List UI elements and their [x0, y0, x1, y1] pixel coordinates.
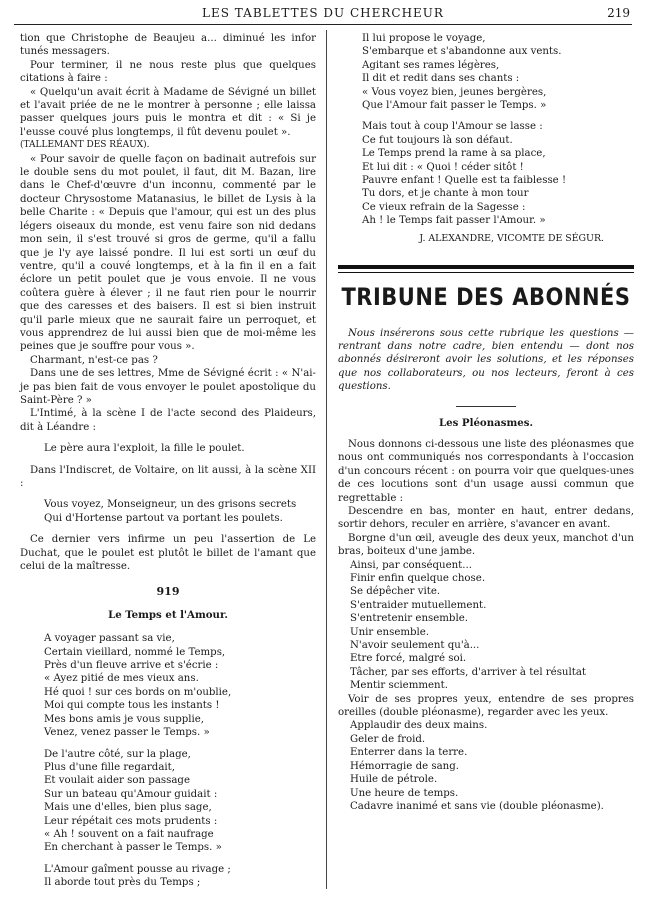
- list-item: Etre forcé, malgré soi.: [350, 653, 467, 665]
- list-item: Enterrer dans la terre.: [350, 747, 468, 759]
- spacer: [20, 490, 316, 498]
- subsection-title: Les Pléonasmes.: [438, 416, 534, 429]
- verse-line: Le Temps prend la rame à sa place,: [362, 148, 546, 160]
- list-item: Mentir sciemment.: [350, 680, 448, 692]
- list-item: Une heure de temps.: [350, 787, 459, 799]
- list-item: S'entraider mutuellement.: [350, 599, 487, 611]
- spacer: [20, 855, 316, 863]
- verse-line: Moi qui compte tous les instants !: [44, 700, 220, 712]
- paragraph: Nous donnons ci-dessous une liste des pléonasmes que nous ont communiqués nos correspondants à l'occasion d'un concours récent : on pourra voir que quelques-unes de ces locutions sont d'un usage aussi commun que regrettable :: [338, 438, 634, 504]
- poem-stanza: [20, 632, 316, 739]
- list-item: Cadavre inanimé et sans vie (double pléonasme).: [350, 800, 604, 812]
- pleonasm-list: [338, 719, 634, 813]
- paragraph: Descendre en bas, monter en haut, entrer dedans, sortir dehors, reculer en arrière, s'avancer en avant.: [338, 505, 634, 531]
- spacer: [20, 525, 316, 533]
- verse-line: Hé quoi ! sur ces bords on m'oublie,: [44, 686, 232, 698]
- list-item: Tâcher, par ses efforts, d'arriver à tel résultat: [350, 666, 587, 678]
- paragraph: Pour terminer, il ne nous reste plus que quelques citations à faire :: [20, 59, 316, 85]
- list-item: Applaudir des deux mains.: [350, 720, 488, 732]
- verse-line: Tu dors, et je chante à mon tour: [362, 188, 529, 200]
- verse-line: Que l'Amour fait passer le Temps. »: [362, 100, 547, 112]
- poem-signature: J. ALEXANDRE, VICOMTE DE SÉGUR.: [419, 232, 604, 244]
- verse-line: Mais une d'elles, bien plus sage,: [44, 802, 212, 814]
- section-rule-thin: [338, 272, 634, 273]
- poem-stanza: [338, 32, 634, 112]
- poem-stanza: [20, 863, 316, 890]
- poem-stanza: [20, 748, 316, 855]
- poem-stanza: [338, 120, 634, 227]
- right-column: [338, 32, 634, 813]
- verse-line: En cherchant à passer le Temps. »: [44, 842, 222, 854]
- list-item: Finir enfin quelque chose.: [350, 573, 486, 584]
- verse-line: Ce fut toujours là son défaut.: [362, 134, 513, 146]
- list-item: N'avoir seulement qu'à...: [350, 640, 480, 652]
- verse-line: « Ayez pitié de mes vieux ans.: [44, 673, 199, 685]
- list-item: Huile de pétrole.: [350, 774, 438, 786]
- quote-verse: [20, 498, 316, 525]
- verse-line: Et voulait aider son passage: [44, 775, 190, 787]
- paragraph: « Pour savoir de quelle façon on badinait autrefois sur le double sens du mot poulet, il faut, dit M. Bazan, lire dans le Chef-d'œuvre d'un inconnu, commenté par le docteur Chrysostome Matanasius, le billet de Lysis à la belle Charite : « Depuis que l'amour, qui est un des plus légers oiseaux du monde, est venu faire son nid dedans mon sein, il s'est trouvé si gros de germe, qu'il a fallu que je l'y aye laissé pondre. Il lui est sorti un œuf du ventre, qu'il a couvé longtemps, et à la fin il en a fait éclore un petit poulet que je vous envoie. Il ne vous coûtera guère à élever ; il ne faut rien pour le nourrir que des caresses et des baisers. Il est si bien instruit qu'il parle mieux que ne saurait faire un perroquet, et vous apprendrez de lui aussi bien que de moi-même les peines que je souffre pour vous ».: [20, 153, 316, 353]
- verse-line: « Vous voyez bien, jeunes bergères,: [362, 86, 547, 98]
- list-item: Unir ensemble.: [350, 626, 430, 638]
- list-item: Hémorragie de sang.: [350, 760, 459, 772]
- verse-line: Ce vieux refrain de la Sagesse :: [362, 201, 526, 213]
- paragraph: Charmant, n'est-ce pas ?: [30, 354, 158, 366]
- verse-line: Et lui dit : « Quoi ! céder sitôt !: [362, 161, 524, 173]
- list-item: Geler de froid.: [350, 733, 426, 745]
- spacer: [20, 434, 316, 442]
- verse-line: De l'autre côté, sur la plage,: [44, 748, 191, 760]
- verse-line: Agitant ses rames légères,: [362, 59, 500, 71]
- section-intro: Nous insérerons sous cette rubrique les questions — rentrant dans notre cadre, bien entendu — dont nos abonnés désireront avoir les solutions, et les réponses que nos collaborateurs, ou nos lecteurs, feront à ces questions.: [338, 327, 634, 393]
- citation-source: (TALLEMANT DES RÉAUX).: [20, 140, 150, 151]
- poem-title: Le Temps et l'Amour.: [108, 608, 228, 621]
- pleonasm-list: [338, 559, 634, 693]
- divider: [456, 406, 516, 407]
- verse-line: Leur répétait ces mots prudents :: [44, 815, 218, 827]
- verse-line: Ah ! le Temps fait passer l'Amour. »: [362, 215, 546, 227]
- paragraph: Dans l'Indiscret, de Voltaire, on lit aussi, à la scène XII :: [20, 464, 316, 489]
- section-heading: TRIBUNE DES ABONNÉS: [341, 283, 631, 311]
- column-divider: [326, 30, 327, 889]
- paragraph: Borgne d'un œil, aveugle des deux yeux, manchot d'un bras, boiteux d'une jambe.: [338, 532, 634, 558]
- verse-line: Plus d'une fille regardait,: [44, 761, 175, 773]
- paragraph: tion que Christophe de Beaujeu a... diminué les infor tunés messagers.: [20, 33, 316, 58]
- verse-line: L'Amour gaîment pousse au rivage ;: [44, 863, 231, 875]
- left-column: [20, 32, 316, 890]
- paragraph: L'Intimé, à la scène I de l'acte second des Plaideurs, dit à Léandre :: [20, 408, 316, 433]
- section-rule-thick: [338, 265, 634, 269]
- verse-line: Mes bons amis je vous supplie,: [44, 713, 205, 725]
- verse-line: Il lui propose le voyage,: [362, 33, 486, 44]
- list-item: Se dépêcher vite.: [350, 586, 441, 598]
- verse-line: Le père aura l'exploit, la fille le poulet.: [44, 443, 245, 455]
- verse-line: Il aborde tout près du Temps ;: [44, 877, 201, 889]
- verse-line: Il dit et redit dans ses chants :: [362, 73, 520, 85]
- verse-line: Près d'un fleuve arrive et s'écrie :: [44, 660, 219, 672]
- verse-line: S'embarque et s'abandonne aux vents.: [362, 46, 562, 58]
- verse-line: « Ah ! souvent on a fait naufrage: [44, 828, 214, 840]
- verse-line: Pauvre enfant ! Quelle est ta faiblesse !: [362, 175, 567, 187]
- verse-line: Venez, venez passer le Temps. »: [44, 727, 210, 739]
- list-item: S'entretenir ensemble.: [350, 613, 468, 625]
- quote-verse: [20, 442, 316, 455]
- verse-line: Certain vieillard, nommé le Temps,: [44, 646, 226, 658]
- verse-line: Sur un bateau qu'Amour guidait :: [44, 788, 218, 800]
- page-number: 219: [607, 6, 630, 20]
- verse-line: Qui d'Hortense partout va portant les poulets.: [44, 512, 283, 524]
- paragraph: Voir de ses propres yeux, entendre de ses propres oreilles (double pléonasme), regarder avec les yeux.: [338, 693, 634, 719]
- verse-line: Vous voyez, Monseigneur, un des grisons secrets: [44, 499, 297, 511]
- verse-line: A voyager passant sa vie,: [44, 633, 175, 645]
- paragraph: Dans une de ses lettres, Mme de Sévigné écrit : « N'ai-je pas bien fait de vous envoyer le poulet apostolique du Saint-Père ? »: [20, 368, 316, 406]
- paragraph: « Quelqu'un avait écrit à Madame de Sévigné un billet et l'avait priée de ne le montrer à personne ; elle laissa passer quelques jours puis le montra et dit : « Si je l'eusse couvé plus longtemps, il fût devenu poulet ».: [20, 86, 316, 138]
- paragraph: Ce dernier vers infirme un peu l'assertion de Le Duchat, que le poulet est plutôt le billet de l'amant que celui de la maîtresse.: [20, 534, 316, 573]
- list-item: Ainsi, par conséquent...: [350, 559, 472, 571]
- spacer: [338, 112, 634, 120]
- page-header: [14, 6, 632, 25]
- spacer: [20, 456, 316, 464]
- running-title: LES TABLETTES DU CHERCHEUR: [202, 6, 444, 20]
- item-number: 919: [156, 585, 180, 599]
- spacer: [20, 740, 316, 748]
- verse-line: Mais tout à coup l'Amour se lasse :: [362, 121, 543, 133]
